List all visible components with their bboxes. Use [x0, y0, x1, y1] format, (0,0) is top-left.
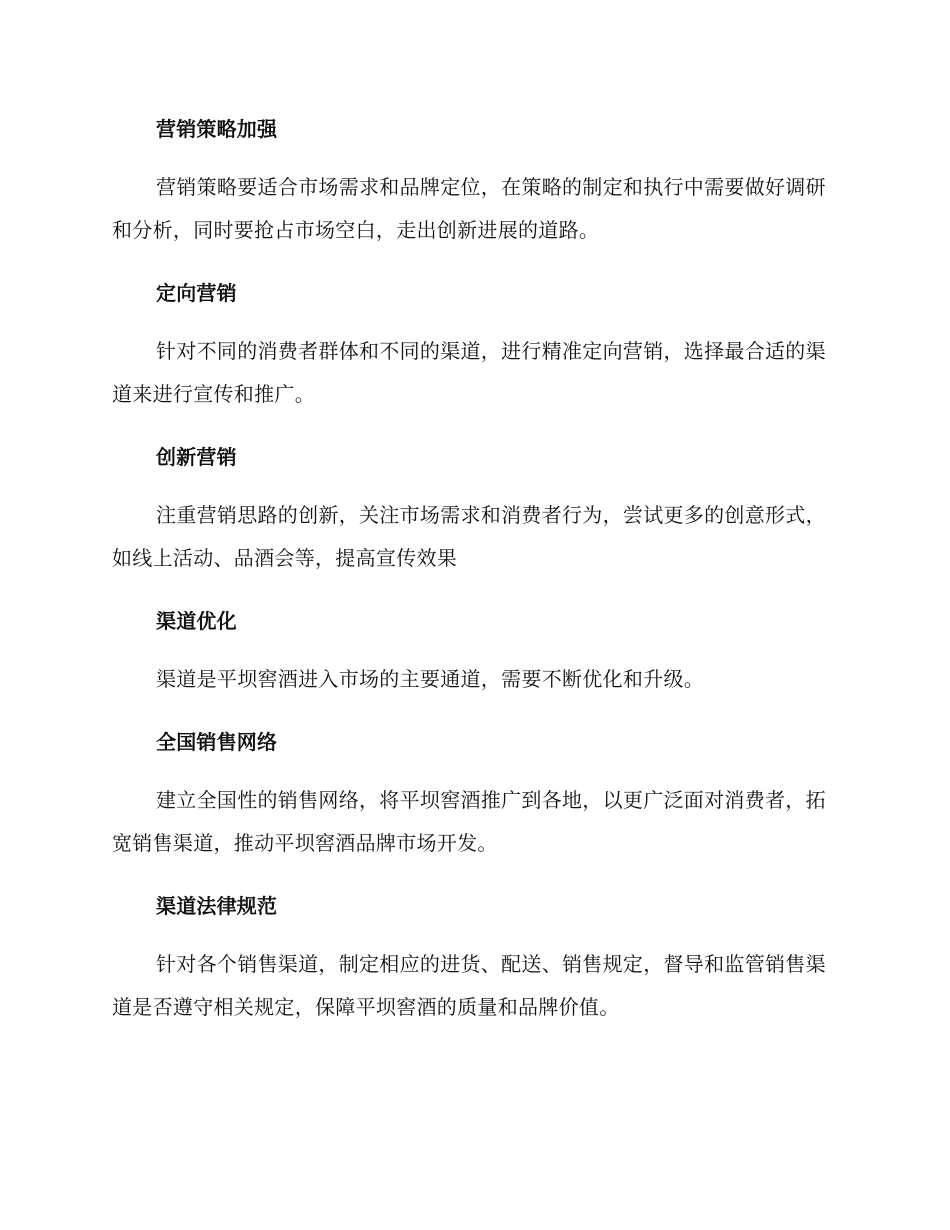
section-paragraph: 注重营销思路的创新，关注市场需求和消费者行为，尝试更多的创意形式，如线上活动、品酒会等，提高宣传效果: [112, 503, 826, 570]
section-heading: 渠道优化: [156, 609, 237, 633]
section-national-sales-network: [112, 724, 832, 865]
section-channel-legal-regulation: [112, 888, 832, 1029]
section-paragraph: 营销策略要适合市场需求和品牌定位，在策略的制定和执行中需要做好调研和分析，同时要抢占市场空白，走出创新进展的道路。: [112, 175, 826, 242]
section-paragraph: 针对各个销售渠道，制定相应的进货、配送、销售规定，督导和监管销售渠道是否遵守相关规定，保障平坝窖酒的质量和品牌价值。: [112, 952, 826, 1019]
section-heading: 定向营销: [156, 281, 237, 305]
section-heading: 渠道法律规范: [156, 894, 278, 918]
section-channel-optimization: [112, 603, 832, 701]
section-heading: 创新营销: [156, 445, 237, 469]
section-marketing-strategy: [112, 111, 832, 252]
section-paragraph: 渠道是平坝窖酒进入市场的主要通道，需要不断优化和升级。: [156, 667, 705, 691]
section-paragraph: 针对不同的消费者群体和不同的渠道，进行精准定向营销，选择最合适的渠道来进行宣传和推广。: [112, 339, 826, 406]
section-innovative-marketing: [112, 439, 832, 580]
section-heading: 营销策略加强: [156, 117, 278, 141]
document-body: [112, 111, 832, 1029]
section-targeted-marketing: [112, 275, 832, 416]
section-heading: 全国销售网络: [156, 730, 278, 754]
section-paragraph: 建立全国性的销售网络，将平坝窖酒推广到各地，以更广泛面对消费者，拓宽销售渠道，推动平坝窖酒品牌市场开发。: [112, 788, 826, 855]
